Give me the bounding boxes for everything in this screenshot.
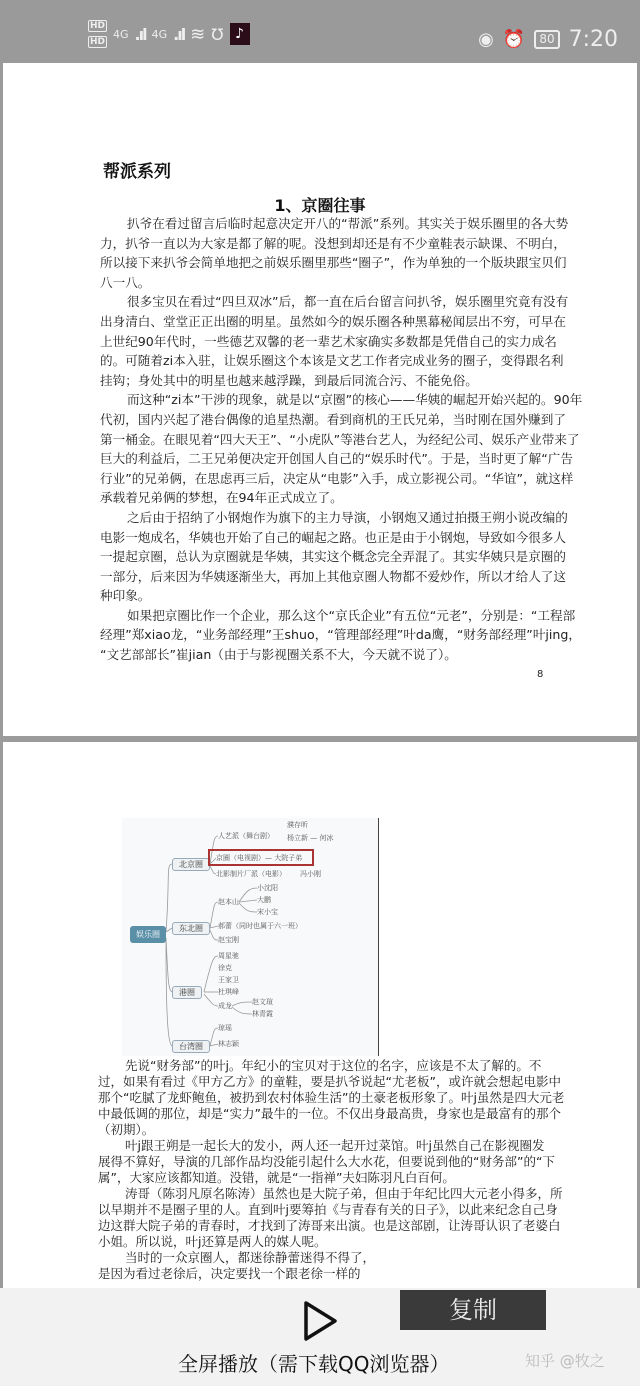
text-line: 是因为看过老徐后，决定要找一个跟老徐一样的 bbox=[98, 1266, 361, 1281]
mindmap-node: 北影制片厂派（电影） bbox=[216, 870, 286, 878]
wifi-icon: ≋ bbox=[190, 23, 206, 45]
text-line: 以早期并不是圈子里的人。直到叶j要筹拍《与青春有关的日子》，以此来纪念自己身 bbox=[98, 1202, 558, 1217]
mindmap-node: 大鹏 bbox=[257, 896, 271, 904]
tiktok-icon: ♪ bbox=[230, 23, 250, 45]
eye-comfort-icon: ◉ bbox=[478, 29, 494, 50]
mindmap-node: 徐克 bbox=[218, 964, 232, 972]
text-line: 很多宝贝在看过“四旦双冰”后，都一直在后台留言问扒爷，娱乐圈里究竟有没有 bbox=[127, 294, 569, 310]
copy-popup-button[interactable]: 复制 bbox=[400, 1290, 546, 1330]
text-line: 涛哥（陈羽凡原名陈涛）虽然也是大院子弟，但由于年纪比四大元老小得多，所 bbox=[125, 1186, 563, 1201]
text-line: 如果把京圈比作一个企业，那么这个“京氏企业”有五位“元老”，分别是：“工程部 bbox=[127, 607, 576, 623]
text-line: 过，如果有看过《甲方乙方》的童鞋，要是扒爷说起“尤老板”，或许就会想起电影中 bbox=[98, 1074, 561, 1089]
battery-icon: 80 bbox=[534, 30, 559, 49]
mindmap-node: 宋小宝 bbox=[257, 908, 278, 916]
text-line: 经理”郑xiao龙，“业务部经理”王shuo，“管理部经理”叶da鹰，“财务部经理”叶jing， bbox=[100, 627, 581, 643]
text-line: 行业”的兄弟俩，在思虑再三后，决定从“电影”入手，成立影视公司。“华谊”，就这样 bbox=[100, 470, 574, 486]
text-line: 挂钩；身处其中的明星也越来越浮躁，到最后同流合污、不能免俗。 bbox=[100, 372, 478, 388]
mindmap-node: 杜琪峰 bbox=[218, 988, 239, 996]
status-bar bbox=[0, 0, 640, 63]
text-line: 力，扒爷一直以为大家是都了解的呢。没想到却还是有不少童鞋表示缺课、不明白， bbox=[100, 235, 566, 251]
mindmap-node: 林志颖 bbox=[218, 1040, 239, 1048]
page-number: 8 bbox=[537, 669, 544, 680]
mindmap-branch: 港圈 bbox=[172, 986, 202, 999]
text-line: 巨大的利益后，二王兄弟便决定开创国人自己的“娱乐时代”。于是，当时更了解“广告 bbox=[100, 451, 573, 467]
mindmap-node: 赵本山 bbox=[218, 898, 239, 906]
text-line: 一提起京圈，总认为京圈就是华姨，其实这个概念完全弄混了。其实华姨只是京圈的 bbox=[100, 549, 566, 565]
text-line: “文艺部部长”崔jian（由于与影视圈关系不大，今天就不说了）。 bbox=[100, 647, 457, 663]
clock: 7:20 bbox=[568, 27, 618, 52]
text-line: 承载着兄弟俩的梦想，在94年正式成立了。 bbox=[100, 490, 343, 506]
alarm-icon: ⏰ bbox=[502, 29, 526, 50]
section-title: 帮派系列 bbox=[103, 162, 171, 182]
text-line: 先说“财务部”的叶j。年纪小的宝贝对于这位的名字，应该是不太了解的。不 bbox=[125, 1058, 542, 1073]
mindmap-node: 成龙 bbox=[218, 1002, 232, 1010]
mindmap-node: 小沈阳 bbox=[257, 884, 278, 892]
page1-body bbox=[100, 214, 582, 665]
text-line: 出身清白、堂堂正正出圈的明星。虽然如今的娱乐圈各种黑幕秘闻层出不穷，可早在 bbox=[100, 313, 566, 329]
zhihu-watermark: 知乎 @牧之 bbox=[525, 1352, 605, 1370]
mindmap-branch: 东北圈 bbox=[172, 922, 210, 935]
mindmap-node: 周星驰 bbox=[218, 952, 239, 960]
network-label: 4G bbox=[113, 27, 129, 41]
text-line: 叶j跟王朔是一起长大的发小，两人还一起开过菜馆。叶j虽然自己在影视圈发 bbox=[125, 1138, 545, 1153]
text-line: 种印象。 bbox=[100, 588, 151, 604]
mindmap-node: 林青霞 bbox=[252, 1010, 273, 1018]
hd-indicators bbox=[88, 18, 107, 50]
text-line: 一部分，后来因为华姨逐渐坐大，再加上其他京圈人物都不爱炒作，所以才给人了这 bbox=[100, 568, 566, 584]
text-line: 属”，大家应该都知道。没错，就是“一指禅”夫妇陈羽凡白百何。 bbox=[98, 1170, 455, 1185]
mindmap-node: 赵宝刚 bbox=[218, 936, 239, 944]
mindmap-node: 京圈（电视剧）— 大院子弟 bbox=[216, 854, 303, 862]
text-line: 中最低调的那位，却是“实力”最牛的一位。不仅出身最高贵，身家也是最富有的那个 bbox=[98, 1106, 561, 1121]
text-line: （初期）。 bbox=[98, 1122, 155, 1137]
text-line: 上世纪90年代时，一些德艺双馨的老一辈艺术家确实多数都是凭借自己的实力成名 bbox=[100, 333, 557, 349]
mindmap-root: 娱乐圈 bbox=[130, 926, 166, 943]
text-line: 那个“吃腻了龙虾鲍鱼，被扔到农村体验生活”的土豪老板形象了。叶j虽然是四大元老 bbox=[98, 1090, 565, 1105]
text-line: 当时的一众京圈人，都迷徐静蕾迷得不得了， bbox=[125, 1250, 376, 1265]
text-line: 所以接下来扒爷会简单地把之前娱乐圈里那些“圈子”，作为单独的一个版块跟宝贝们 bbox=[100, 255, 567, 271]
network-label: 4G bbox=[151, 27, 168, 41]
text-line: 小姐。所以说，叶j还算是两人的媒人呢。 bbox=[98, 1234, 327, 1249]
mindmap-branch: 台湾圈 bbox=[172, 1040, 210, 1053]
notification-icon: Ʊ bbox=[211, 24, 224, 44]
mindmap-image bbox=[122, 818, 379, 1056]
text-line: 扒爷在看过留言后临时起意决定开八的“帮派”系列。其实关于娱乐圈里的各大势 bbox=[127, 216, 569, 231]
text-line: 展得不算好，导演的几部作品均没能引起什么大水花，但要说到他的“财务部”的“下 bbox=[98, 1154, 555, 1169]
text-line: 边这群大院子弟的青春时，才找到了涛哥来出演。也是这部剧，让涛哥认识了老婆白 bbox=[98, 1218, 561, 1233]
signal-icon: .ıl bbox=[173, 24, 185, 44]
text-line: 而这种“zi本”干涉的现象，就是以“京圈”的核心——华姨的崛起开始兴起的。90年 bbox=[127, 392, 583, 408]
fullscreen-play-button[interactable]: 全屏播放（需下载QQ浏览器） bbox=[178, 1352, 450, 1376]
text-line: 八一八。 bbox=[100, 274, 151, 290]
hd-icon: HD bbox=[90, 37, 106, 47]
mindmap-node: 杨立新 — 何冰 bbox=[287, 834, 334, 842]
text-line: 的。可随着zi本入驻，让娱乐圈这个本该是文艺工作者完成业务的圈子，变得跟名利 bbox=[100, 353, 564, 369]
text-line: 之后由于招纳了小钢炮作为旗下的主力导演，小钢炮又通过拍摄王朔小说改编的 bbox=[127, 509, 568, 525]
page2-body bbox=[98, 1058, 564, 1282]
document-page-9 bbox=[3, 742, 637, 1302]
play-icon[interactable] bbox=[300, 1298, 340, 1344]
mindmap-branch: 北京圈 bbox=[172, 858, 210, 871]
mindmap-node: 人艺派（舞台剧） bbox=[218, 832, 274, 840]
hd-icon: HD bbox=[90, 21, 106, 31]
mindmap-node: 冯小刚 bbox=[300, 870, 321, 878]
mindmap-node: 赵文瑄 bbox=[252, 998, 273, 1006]
text-line: 电影一炮成名，华姨也开始了自己的崛起之路。也正是由于小钢炮，导致如今很多人 bbox=[100, 529, 566, 545]
mindmap-node: 琼瑶 bbox=[218, 1024, 232, 1032]
mindmap-node: 郝蕾（同时也属于六一班） bbox=[218, 922, 302, 930]
text-line: 代初，国内兴起了港台偶像的追星热潮。看到商机的王氏兄弟，当时刚在国外赚到了 bbox=[100, 411, 566, 427]
chapter-title: 1、京圈往事 bbox=[274, 196, 366, 215]
signal-icon: .ıl bbox=[134, 24, 146, 44]
mindmap-node: 王家卫 bbox=[218, 976, 239, 984]
text-line: 第一桶金。在眼见着“四大天王”、“小虎队”等港台艺人，为经纪公司、娱乐产业带来了 bbox=[100, 431, 580, 447]
mindmap-node: 濮存昕 bbox=[287, 821, 308, 829]
document-page-8 bbox=[3, 63, 637, 736]
